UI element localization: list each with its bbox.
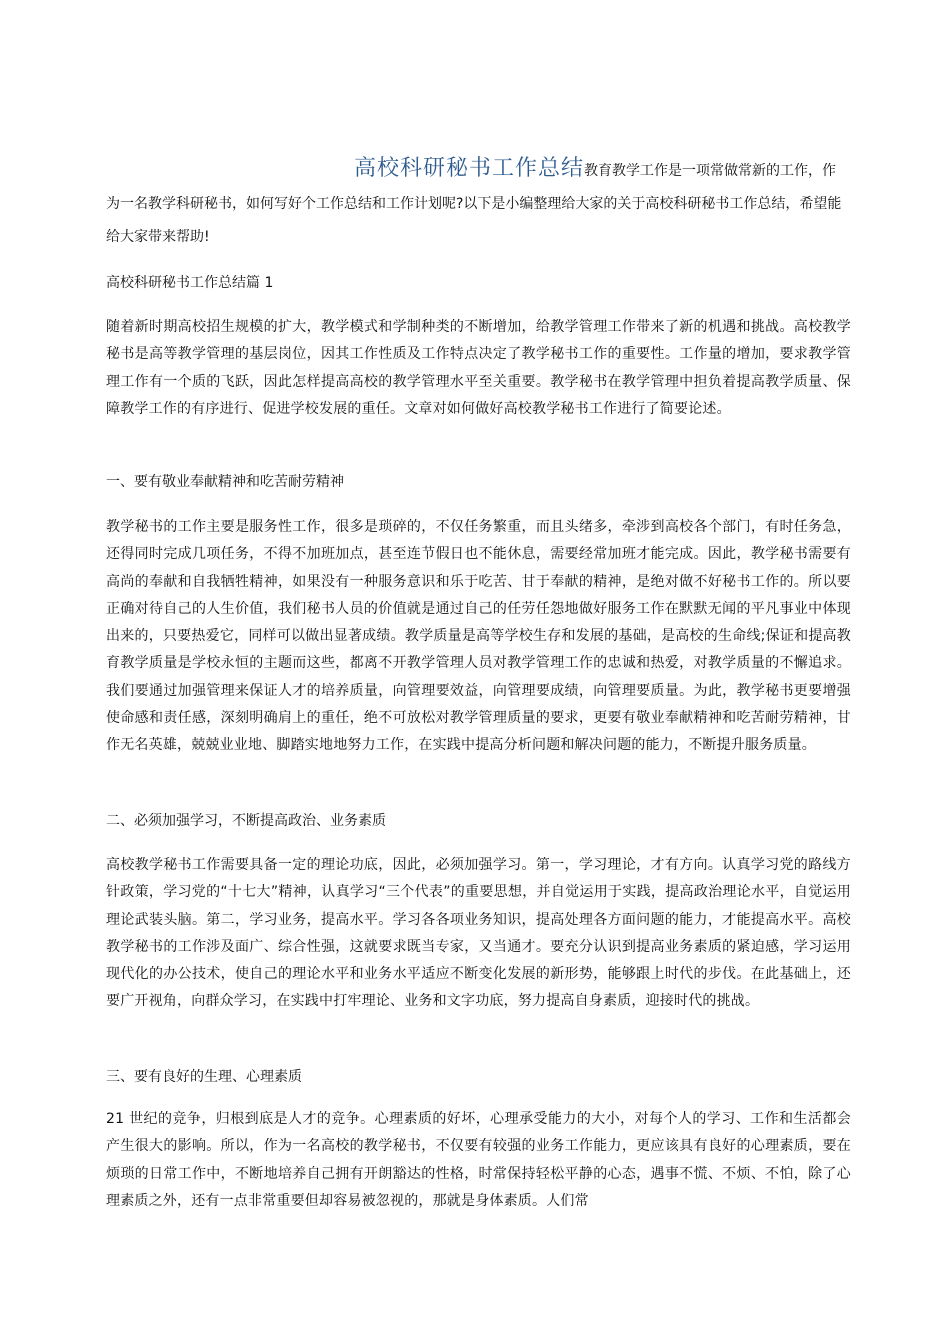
heading-1: 一、要有敬业奉献精神和吃苦耐劳精神 (106, 474, 344, 490)
section-heading: 高校科研秘书工作总结篇 1 (106, 275, 274, 291)
heading-3: 三、要有良好的生理、心理素质 (106, 1069, 302, 1085)
title-block (106, 152, 846, 254)
paragraph-1: 随着新时期高校招生规模的扩大，教学模式和学制种类的不断增加，给教学管理工作带来了新的机遇和挑战。高校教学秘书是高等教学管理的基层岗位，因其工作性质及工作特点决定了教学秘书工作的重要性。工作量的增加，要求教学管理工作有一个质的飞跃，因此怎样提高高校的教学管理水平至关重要。教学秘书在教学管理中担负着提高教学质量、保障教学工作的有序进行、促进学校发展的重任。文章对如何做好高校教学秘书工作进行了简要论述。 (106, 319, 851, 417)
paragraph-4: 21 世纪的竞争，归根到底是人才的竞争。心理素质的好坏，心理承受能力的大小，对每个人的学习、工作和生活都会产生很大的影响。所以，作为一名高校的教学秘书，不仅要有较强的业务工作能力，更应该具有良好的心理素质，要在烦琐的日常工作中，不断地培养自己拥有开朗豁达的性格，时常保持轻松平静的心态，遇事不慌、不烦、不怕，除了心理素质之外，还有一点非常重要但却容易被忽视的，那就是身体素质。人们常 (106, 1111, 851, 1209)
document-title: 高校科研秘书工作总结 (354, 156, 585, 181)
intro-text: 教育教学工作是一项常做常新的工作，作为一名教学科研秘书，如何写好个工作总结和工作计划呢?以下是小编整理给大家的关于高校科研秘书工作总结，希望能给大家带来帮助! (106, 163, 842, 245)
heading-2: 二、必须加强学习，不断提高政治、业务素质 (106, 813, 386, 829)
paragraph-2: 教学秘书的工作主要是服务性工作，很多是琐碎的，不仅任务繁重，而且头绪多，牵涉到高校各个部门，有时任务急，还得同时完成几项任务，不得不加班加点，甚至连节假日也不能休息，需要经常加班才能完成。因此，教学秘书需要有高尚的奉献和自我牺牲精神，如果没有一种服务意识和乐于吃苦、甘于奉献的精神，是绝对做不好秘书工作的。所以要正确对待自己的人生价值，我们秘书人员的价值就是通过自己的任劳任怨地做好服务工作在默默无闻的平凡事业中体现出来的，只要热爱它，同样可以做出显著成绩。教学质量是高等学校生存和发展的基础，是高校的生命线;保证和提高教育教学质量是学校永恒的主题而这些，都离不开教学管理人员对教学管理工作的忠诚和热爱，对教学质量的不懈追求。我们要通过加强管理来保证人才的培养质量，向管理要效益，向管理要成绩，向管理要质量。为此，教学秘书更要增强使命感和责任感，深刻明确肩上的重任，绝不可放松对教学管理质量的要求，更要有敬业奉献精神和吃苦耐劳精神，甘作无名英雄，兢兢业业地、脚踏实地地努力工作，在实践中提高分析问题和解决问题的能力，不断提升服务质量。 (106, 519, 851, 754)
paragraph-3: 高校教学秘书工作需要具备一定的理论功底，因此，必须加强学习。第一，学习理论，才有方向。认真学习党的路线方针政策，学习党的“十七大”精神，认真学习“三个代表”的重要思想，并自觉运用于实践，提高政治理论水平，自觉运用理论武装头脑。第二，学习业务，提高水平。学习各各项业务知识，提高处理各方面问题的能力，才能提高水平。高校教学秘书的工作涉及面广、综合性强，这就要求既当专家，又当通才。要充分认识到提高业务素质的紧迫感，学习运用现代化的办公技术，使自己的理论水平和业务水平适应不断变化发展的新形势，能够跟上时代的步伐。在此基础上，还要广开视角，向群众学习，在实践中打牢理论、业务和文字功底，努力提高自身素质，迎接时代的挑战。 (106, 857, 851, 1010)
